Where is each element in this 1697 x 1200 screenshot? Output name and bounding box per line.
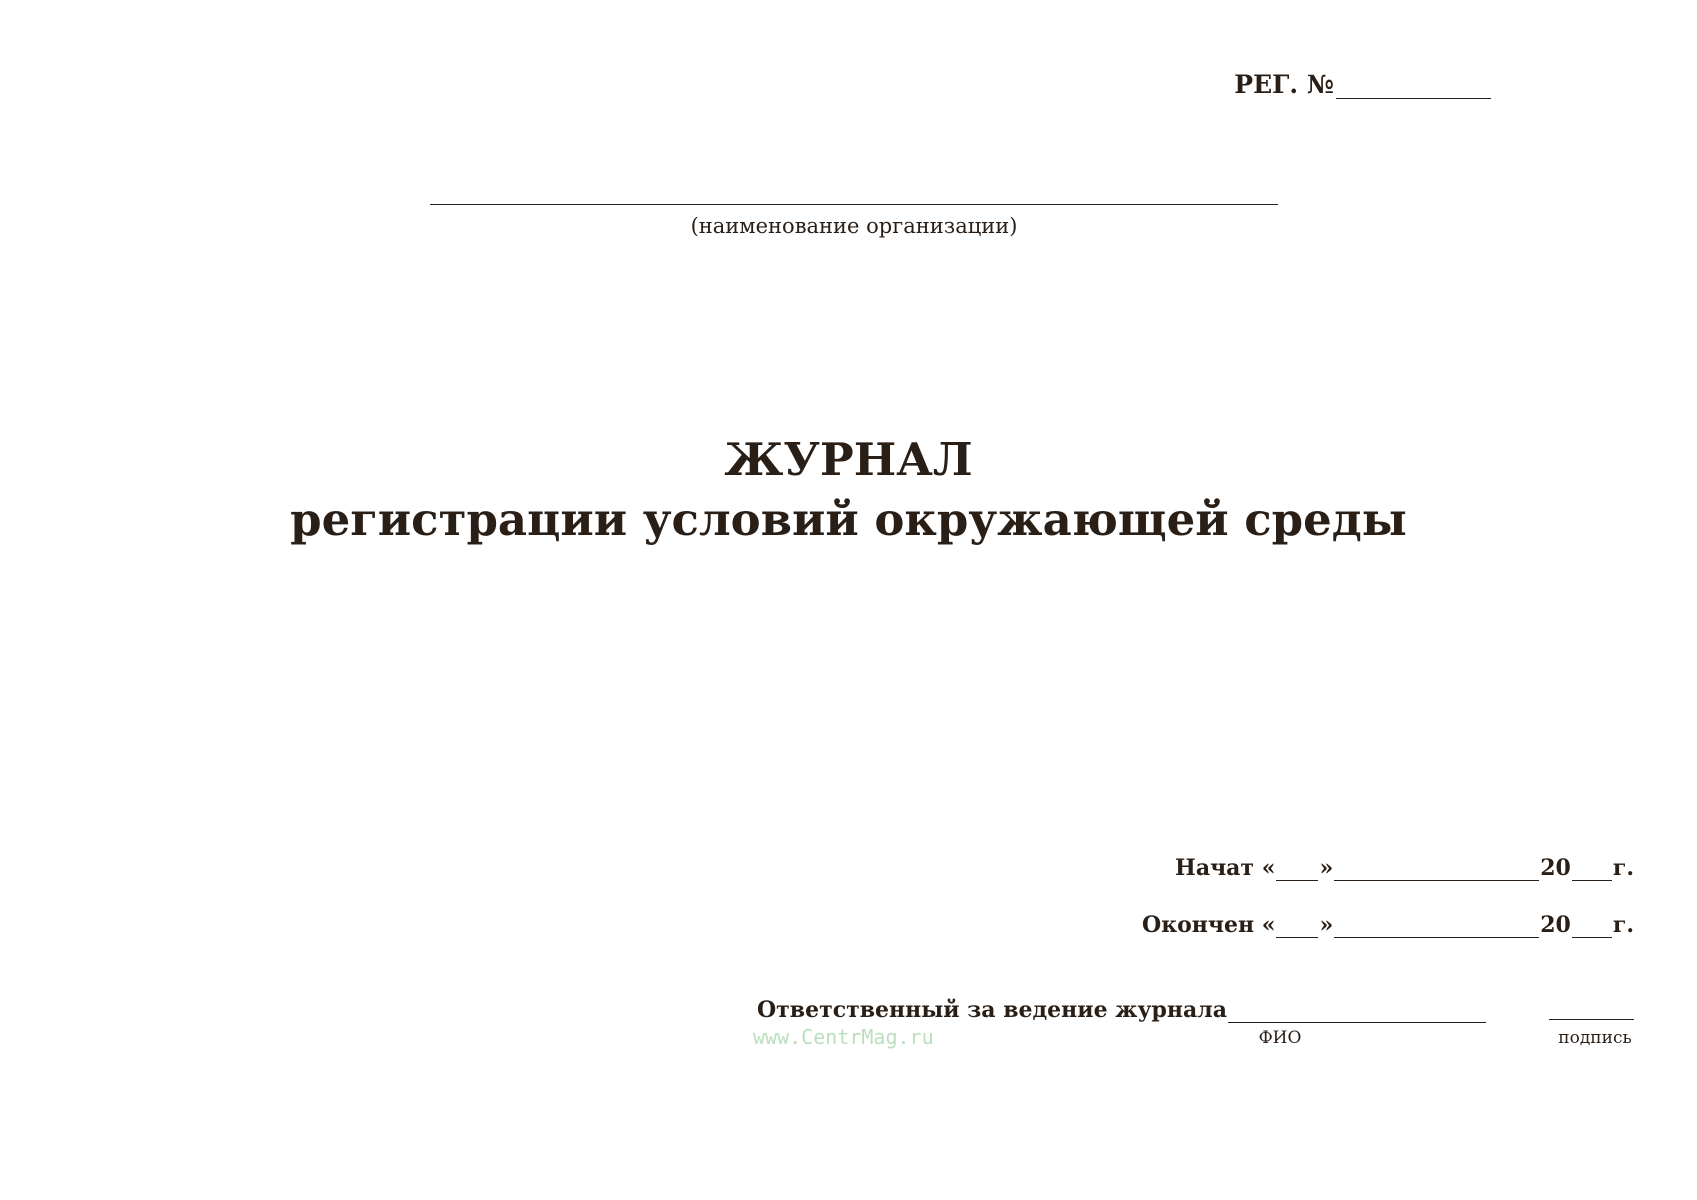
organization-name-caption: (наименование организации)	[690, 214, 1018, 238]
ended-day-blank	[1276, 917, 1318, 938]
ended-year-suffix: г.	[1612, 912, 1634, 938]
ended-quote-close: »	[1319, 912, 1334, 938]
responsible-row	[757, 997, 1486, 1023]
fio-caption: ФИО	[1258, 1028, 1302, 1048]
reg-number-label: РЕГ. №	[1234, 70, 1334, 99]
signature-caption: подпись	[1558, 1028, 1632, 1048]
journal-title-line1: ЖУРНАЛ	[724, 433, 973, 486]
organization-name-line	[430, 204, 1278, 205]
started-year-prefix: 20	[1540, 855, 1571, 881]
journal-title	[0, 430, 1697, 550]
ended-label: Окончен «	[1142, 912, 1276, 938]
ended-date-row	[1142, 912, 1634, 938]
ended-year-blank	[1572, 917, 1612, 938]
started-date-row	[1175, 855, 1634, 881]
journal-title-line2: регистрации условий окружающей среды	[290, 493, 1407, 546]
started-month-blank	[1334, 860, 1539, 881]
reg-number-field	[1234, 70, 1491, 99]
reg-number-blank	[1336, 76, 1491, 99]
ended-month-blank	[1334, 917, 1539, 938]
started-label: Начат «	[1175, 855, 1276, 881]
signature-blank	[1549, 1019, 1634, 1020]
started-quote-close: »	[1319, 855, 1334, 881]
watermark: www.CentrMag.ru	[753, 1025, 934, 1049]
started-year-suffix: г.	[1612, 855, 1634, 881]
started-year-blank	[1572, 860, 1612, 881]
ended-year-prefix: 20	[1540, 912, 1571, 938]
started-day-blank	[1276, 860, 1318, 881]
responsible-fio-blank	[1228, 1002, 1486, 1023]
responsible-label: Ответственный за ведение журнала	[757, 997, 1228, 1023]
